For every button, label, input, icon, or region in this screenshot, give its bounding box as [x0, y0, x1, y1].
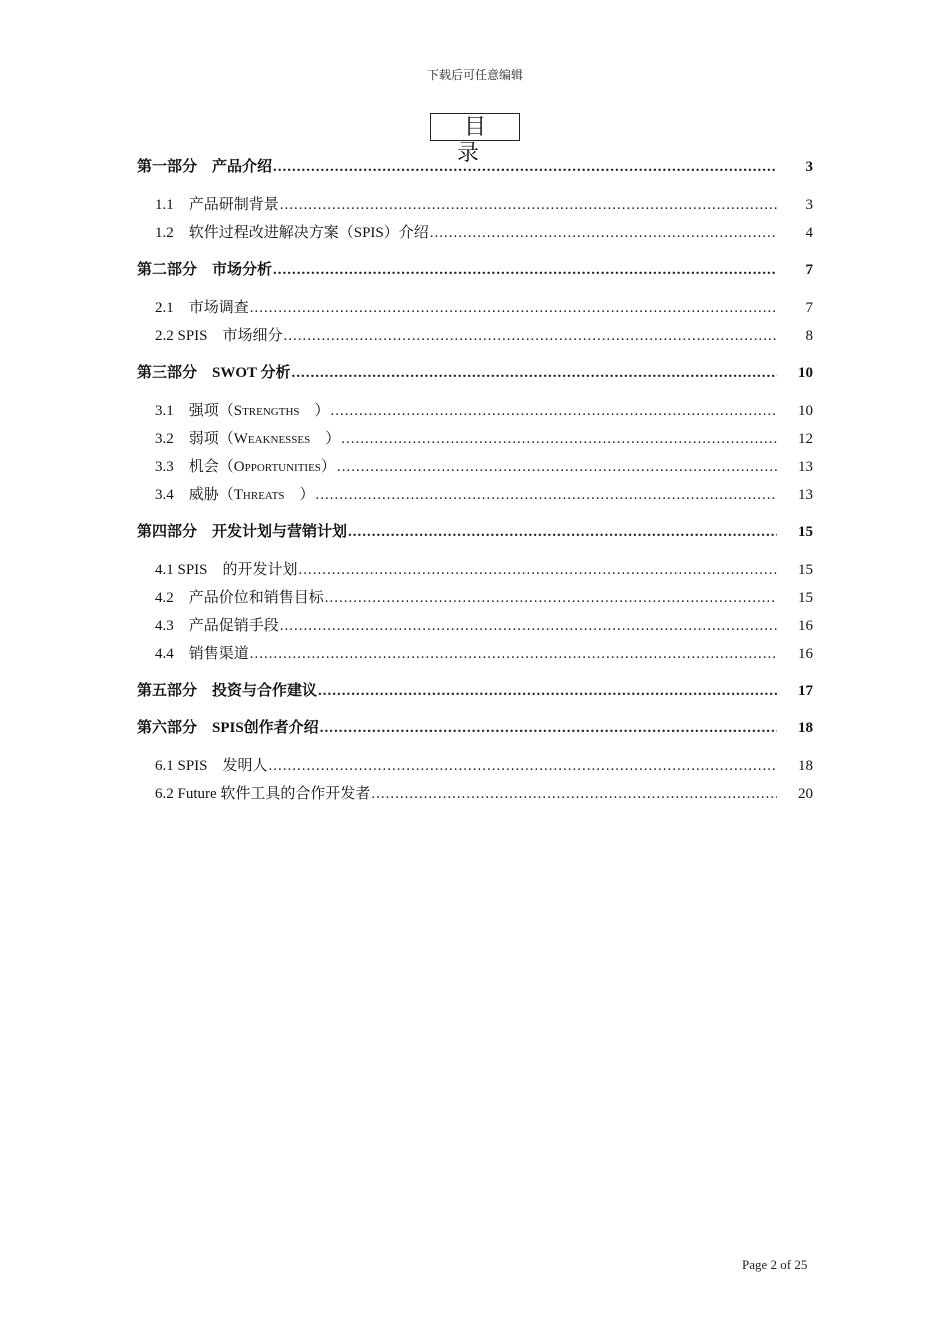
- toc-entry-page: 15: [798, 524, 813, 540]
- dot-leader: [320, 720, 777, 737]
- toc-entry-part-5[interactable]: [137, 679, 813, 701]
- dot-leader: [315, 487, 777, 504]
- dot-leader: [284, 328, 777, 345]
- dot-leader: [280, 197, 777, 214]
- toc-entry-page: 16: [798, 646, 813, 662]
- toc-entry-label: 1.2 软件过程改进解决方案（SPIS）介绍: [155, 225, 429, 241]
- toc-entry-1-2[interactable]: [155, 221, 813, 243]
- dot-leader: [269, 758, 777, 775]
- toc-entry-page: 16: [798, 618, 813, 634]
- toc-entry-3-2[interactable]: [155, 427, 813, 449]
- toc-entry-3-4[interactable]: [155, 483, 813, 505]
- toc-entry-label: 3.3 机会（Opportunities）: [155, 459, 336, 475]
- dot-leader: [280, 618, 777, 635]
- dot-leader: [273, 159, 777, 176]
- toc-entry-page: 8: [805, 328, 813, 344]
- dot-leader: [299, 562, 777, 579]
- toc-entry-3-1[interactable]: [155, 399, 813, 421]
- toc-entry-label: 4.2 产品价位和销售目标: [155, 590, 324, 606]
- toc-entry-label: 4.3 产品促销手段: [155, 618, 279, 634]
- toc-title: 目 录: [430, 113, 520, 141]
- toc-entry-label: 第二部分 市场分析: [137, 262, 273, 278]
- toc-entry-label: 第一部分 产品介绍: [137, 159, 273, 175]
- dot-leader: [318, 683, 777, 700]
- toc-entry-label: 第三部分 SWOT 分析: [137, 365, 291, 381]
- toc-entry-label: 2.2 SPIS 市场细分: [155, 328, 283, 344]
- toc-entry-6-1[interactable]: [155, 754, 813, 776]
- dot-leader: [348, 524, 777, 541]
- toc-entry-label: 3.2 弱项（Weaknesses ）: [155, 431, 341, 447]
- dot-leader: [371, 786, 777, 803]
- toc-entry-page: 10: [798, 365, 813, 381]
- toc-entry-3-3[interactable]: [155, 455, 813, 477]
- toc-entry-page: 20: [798, 786, 813, 802]
- dot-leader: [341, 431, 777, 448]
- page-header: 下载后可任意编辑: [426, 68, 523, 82]
- toc-entry-page: 15: [798, 562, 813, 578]
- toc-entry-page: 15: [798, 590, 813, 606]
- dot-leader: [325, 590, 777, 607]
- toc-entry-4-3[interactable]: [155, 614, 813, 636]
- toc-entry-page: 12: [798, 431, 813, 447]
- toc-entry-label: 4.1 SPIS 的开发计划: [155, 562, 298, 578]
- dot-leader: [250, 646, 777, 663]
- toc-entry-page: 10: [798, 403, 813, 419]
- toc-entry-2-2[interactable]: [155, 324, 813, 346]
- toc-entry-1-1[interactable]: [155, 193, 813, 215]
- toc-entry-part-1[interactable]: [137, 155, 813, 177]
- toc-entry-part-6[interactable]: [137, 716, 813, 738]
- toc-entry-page: 17: [798, 683, 813, 699]
- toc-entry-page: 3: [805, 197, 813, 213]
- toc-entry-page: 4: [805, 225, 813, 241]
- toc-entry-part-2[interactable]: [137, 258, 813, 280]
- toc-entry-page: 3: [805, 159, 813, 175]
- toc-entry-page: 13: [798, 487, 813, 503]
- toc-entry-page: 7: [805, 300, 813, 316]
- toc-entry-2-1[interactable]: [155, 296, 813, 318]
- toc-entry-page: 18: [798, 758, 813, 774]
- toc-entry-label: 6.1 SPIS 发明人: [155, 758, 268, 774]
- toc-entry-part-4[interactable]: [137, 520, 813, 542]
- toc-entry-4-2[interactable]: [155, 586, 813, 608]
- dot-leader: [273, 262, 777, 279]
- toc-entry-label: 第五部分 投资与合作建议: [137, 683, 318, 699]
- toc-entry-page: 18: [798, 720, 813, 736]
- toc-entry-label: 2.1 市场调查: [155, 300, 249, 316]
- toc-entry-label: 4.4 销售渠道: [155, 646, 249, 662]
- toc-entry-label: 3.4 威胁（Threats ）: [155, 487, 315, 503]
- toc-entry-label: 1.1 产品研制背景: [155, 197, 279, 213]
- toc-entry-page: 13: [798, 459, 813, 475]
- dot-leader: [250, 300, 777, 317]
- toc-entry-4-1[interactable]: [155, 558, 813, 580]
- toc-entry-4-4[interactable]: [155, 642, 813, 664]
- dot-leader: [430, 225, 777, 242]
- toc-entry-page: 7: [805, 262, 813, 278]
- toc-entry-label: 6.2 Future 软件工具的合作开发者: [155, 786, 371, 802]
- toc-entry-label: 第四部分 开发计划与营销计划: [137, 524, 348, 540]
- dot-leader: [331, 403, 777, 420]
- toc-entry-6-2[interactable]: [155, 782, 813, 804]
- dot-leader: [292, 365, 778, 382]
- page-number: Page 2 of 25: [742, 1257, 808, 1272]
- toc-entry-label: 3.1 强项（Strengths ）: [155, 403, 330, 419]
- dot-leader: [337, 459, 777, 476]
- toc-entry-label: 第六部分 SPIS创作者介绍: [137, 720, 319, 736]
- toc-entry-part-3[interactable]: [137, 361, 813, 383]
